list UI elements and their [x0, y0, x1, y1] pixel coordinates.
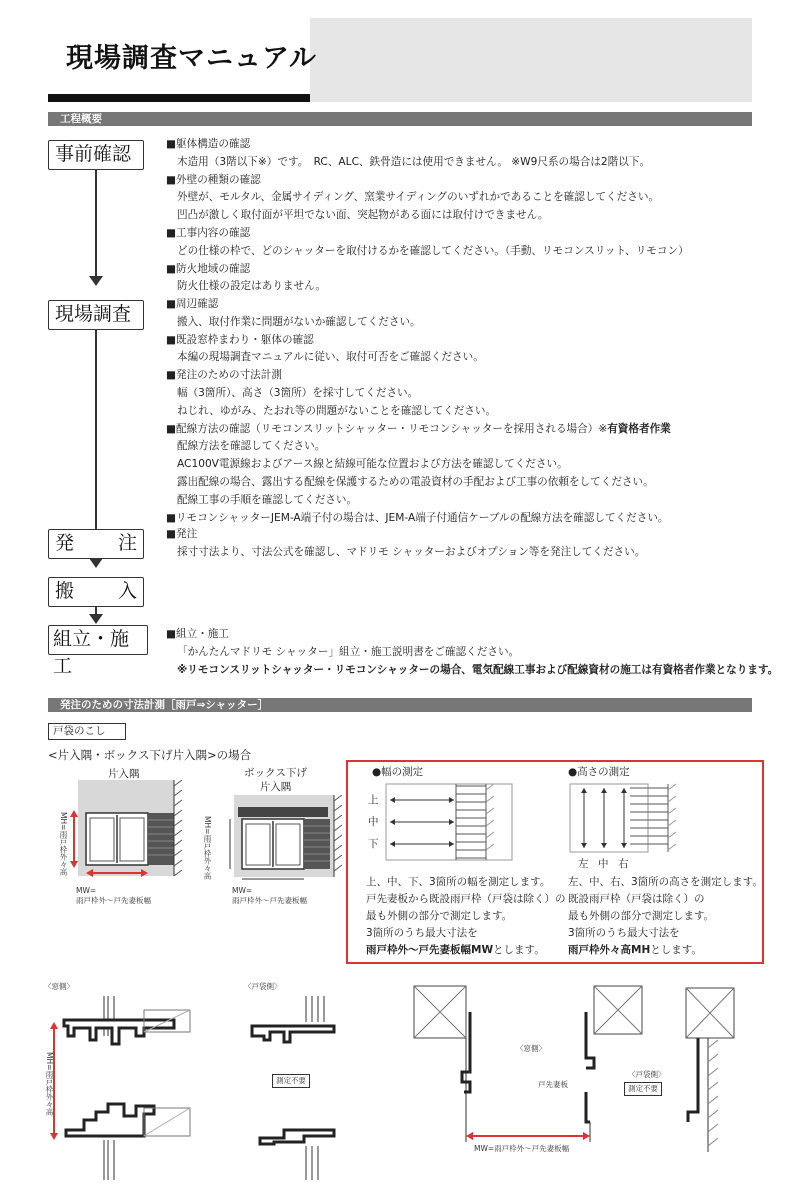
- mh-label-right: MH=雨戸枠外々高: [203, 816, 212, 880]
- arrowhead: [601, 788, 607, 793]
- label-madogawa: 〈窓側〉: [44, 982, 74, 991]
- mh-arrow-head-top: [50, 1022, 58, 1029]
- width-measure-text: [366, 874, 566, 959]
- case-subheading: <片入隅・ボックス下げ片入隅>の場合: [48, 748, 252, 762]
- mw-label-left: [76, 886, 151, 906]
- arrowhead: [581, 843, 587, 848]
- position-bottom: 下: [368, 838, 379, 850]
- step-hacchu: [48, 529, 144, 559]
- flow-line-2: [95, 330, 97, 558]
- text-line: ■防火地域の確認: [166, 262, 251, 275]
- width-measure-title: ●幅の測定: [372, 766, 424, 778]
- text-line: 露出配線の場合、露出する配線を保護するための電設資材の手配および工事の依頼をしてください。: [177, 475, 654, 488]
- diagram-right-title: [244, 766, 307, 794]
- step-label: 現場調査: [55, 303, 132, 325]
- text-line: 採寸寸法より、寸法公式を確認し、マドリモ シャッターおよびオプション等を発注してください。: [177, 545, 646, 558]
- mh-arrow-head-top: [70, 810, 78, 817]
- mh-arrow-head-bottom: [50, 1133, 58, 1140]
- kumitate-text: [166, 626, 778, 679]
- mh-label-left: MH=雨戸枠外々高: [59, 812, 68, 876]
- position-right: 右: [618, 858, 629, 870]
- step-kumitate-sekou: [48, 625, 148, 677]
- lower-rail-profile: [260, 1130, 334, 1144]
- text-line: 本編の現場調査マニュアルに従い、取付可否をご確認ください。: [177, 351, 484, 364]
- text-line: ねじれ、ゆがみ、たおれ等の問題がないことを確認してください。: [177, 404, 497, 417]
- arrowhead: [581, 788, 587, 793]
- lower-rail-profile: [66, 1104, 154, 1136]
- diagram-left-title: 片入隅: [108, 768, 140, 780]
- arrowhead: [449, 819, 454, 825]
- tobukuro-box: [148, 813, 174, 865]
- wall-hatch: [486, 784, 494, 850]
- step-label-char: 注: [117, 532, 137, 554]
- tag-tobukuro-nokoshi: 戸袋のこし: [48, 723, 126, 740]
- text-line-bold: 有資格者作業: [607, 422, 671, 435]
- step-label-char: 搬: [55, 580, 75, 602]
- tag-sokutei-fuyou: 測定不要: [272, 1074, 310, 1088]
- step-label: 事前確認: [55, 143, 132, 165]
- text-line: ■組立・施工: [166, 628, 229, 640]
- label-tosaki-tsumaita: 戸先妻板: [538, 1080, 568, 1089]
- step-jizen-kakunin: [48, 140, 144, 170]
- mw-label: MW=: [76, 886, 97, 895]
- tag-sokutei-fuyou-plan: 測定不要: [624, 1082, 662, 1096]
- flow-arrow-3: [89, 614, 103, 624]
- text-line: 搬入、取付作業に問題がないか確認してください。: [177, 315, 421, 328]
- text-line: ■躯体構造の確認: [166, 138, 251, 150]
- text-line: 「かんたんマドリモ シャッター」組立・施工説明書をご確認ください。: [177, 645, 520, 658]
- arrowhead: [449, 841, 454, 847]
- arrowhead: [621, 843, 627, 848]
- text-line: ■外壁の種類の確認: [166, 173, 261, 186]
- tobukuro-lines: [630, 784, 668, 852]
- arrowhead: [390, 819, 395, 825]
- wall-hatch: [708, 1040, 718, 1146]
- jizen-text: [166, 136, 689, 296]
- mw-arrow-head-right: [583, 1132, 590, 1140]
- text-line: ※リモコンスリットシャッター・リモコンシャッターの場合、電気配線工事および配線資材の施工は有資格者作業となります。: [177, 663, 779, 676]
- text-line: [166, 421, 671, 439]
- text-line: ■リモコンシャッターJEM-A端子付の場合は、JEM-A端子付通信ケーブルの配線方法を確認してください。: [166, 511, 669, 524]
- title-line: 片入隅: [259, 781, 292, 793]
- text-line: ■工事内容の確認: [166, 226, 251, 239]
- text-line: 既設雨戸枠（戸袋は除く）の: [568, 893, 705, 905]
- text-line: どの仕様の枠で、どのシャッターを取付けるかを確認してください。（手動、リモコンスリット、リモコン）: [177, 244, 689, 257]
- side-wall-hatch: [334, 795, 342, 871]
- step-label: 組立・施工: [53, 628, 130, 677]
- text-line: 防火仕様の設定はありません。: [177, 280, 326, 293]
- text-bold: 雨戸枠外々高MH: [568, 944, 651, 956]
- mw-sublabel: 雨戸枠外～戸先妻板幅: [76, 896, 151, 905]
- section-bar-overview: 工程概要: [48, 112, 752, 126]
- step-label-char: 入: [117, 580, 137, 602]
- height-measure-text: [568, 874, 763, 959]
- side-wall-hatch: [174, 780, 182, 876]
- page-title: 現場調査マニュアル: [66, 43, 317, 74]
- position-left: 左: [578, 858, 589, 870]
- flow-line-1: [95, 166, 97, 276]
- text-line-part: ■配線方法の確認（リモコンスリットシャッター・リモコンシャッターを採用される場合）※: [166, 422, 608, 435]
- text-line: [366, 942, 566, 959]
- text-line: 最も外側の部分で測定します。: [366, 910, 513, 922]
- header-underline: [48, 94, 310, 102]
- mw-sublabel: 雨戸枠外～戸先妻板幅: [232, 896, 307, 905]
- arrowhead: [390, 797, 395, 803]
- tosaki-profile: [586, 1092, 590, 1122]
- text-bold: 雨戸枠外～戸先妻板幅MW: [366, 944, 494, 956]
- hacchu-text: [166, 526, 645, 562]
- text-line: 上、中、下、3箇所の幅を測定します。: [366, 876, 551, 888]
- mw-arrow-head-left: [466, 1132, 473, 1140]
- mh-label-bottom: MH=雨戸枠外々高: [45, 1052, 54, 1116]
- arrowhead: [390, 841, 395, 847]
- title-line: ボックス下げ: [244, 767, 307, 779]
- text-line: 左、中、右、3箇所の高さを測定します。: [568, 876, 763, 888]
- window-rails: [306, 996, 324, 1180]
- text-line: 外壁が、モルタル、金属サイディング、窯業サイディングのいずれかであることを確認してください。: [177, 191, 660, 204]
- frame-profile-right: [688, 1038, 698, 1122]
- text-line: [568, 942, 763, 959]
- mh-arrow-head-bottom: [70, 861, 78, 868]
- tobukuro-lines: [456, 784, 486, 860]
- position-center: 中: [598, 858, 609, 870]
- text-line: 配線方法を確認してください。: [177, 440, 326, 453]
- shutter-box: [238, 807, 328, 817]
- mw-label: MW=: [232, 886, 253, 895]
- step-genba-chousa: [48, 300, 144, 330]
- mw-label-plan: MW=雨戸枠外～戸先妻板幅: [474, 1144, 570, 1153]
- mw-label-right: [232, 886, 307, 906]
- wall-hatch: [668, 784, 676, 850]
- text-line: 配線工事の手順を確認してください。: [177, 493, 358, 506]
- text-line: 凹凸が激しく取付面が平坦でない面、突起物がある面には取付けできません。: [177, 209, 549, 222]
- text-tail: とします。: [650, 944, 702, 956]
- label-madogawa-plan: 〈窓側〉: [516, 1044, 546, 1053]
- height-measure-title: ●高さの測定: [568, 766, 630, 778]
- label-tobukurogawa: 〈戸袋側〉: [244, 982, 282, 991]
- section-bar-measurement: 発注のための寸法計測［雨戸⇒シャッター］: [48, 698, 752, 712]
- frame-profile-center: [586, 1012, 594, 1068]
- frame-outline: [570, 784, 648, 852]
- step-hannyu: [48, 577, 144, 607]
- genba-text: [166, 296, 671, 527]
- text-line: ■発注のための寸法計測: [166, 369, 282, 382]
- upper-rail-profile: [252, 1026, 334, 1042]
- position-middle: 中: [368, 816, 379, 828]
- arrowhead: [621, 788, 627, 793]
- text-tail: とします。: [493, 944, 545, 956]
- text-line: 3箇所のうち最大寸法を: [366, 927, 478, 939]
- text-line: ■発注: [166, 528, 198, 540]
- text-line: AC100V電源線およびアース線と結線可能な位置および方法を確認してください。: [177, 458, 568, 471]
- section-diagram-madogawa: [44, 996, 204, 1180]
- width-measure-diagram: [360, 780, 540, 864]
- step-label-char: 発: [55, 532, 75, 554]
- text-line: 戸先妻板から既設雨戸枠（戸袋は除く）の: [366, 893, 566, 905]
- flow-arrow-2: [89, 558, 103, 568]
- position-top: 上: [368, 794, 379, 806]
- diagram-kata-irizumi: [56, 780, 196, 880]
- text-line: 木造用（3階以下※）です。 RC、ALC、鉄骨造には使用できません。 ※W9尺系の場合は2階以下。: [177, 155, 651, 168]
- text-line: 3箇所のうち最大寸法を: [568, 927, 680, 939]
- flow-arrow-1: [89, 276, 103, 286]
- arrowhead: [601, 843, 607, 848]
- height-measure-diagram: [566, 780, 686, 856]
- label-tobukurogawa-plan: 〈戸袋側〉: [628, 1070, 666, 1079]
- diagram-box-sage: [212, 795, 352, 885]
- arrowhead: [449, 797, 454, 803]
- text-line: 幅（3箇所）、高さ（3箇所）を採寸してください。: [177, 386, 419, 399]
- text-line: 最も外側の部分で測定します。: [568, 910, 715, 922]
- section-diagram-plan: [408, 982, 768, 1162]
- text-line: ■既設窓枠まわり・躯体の確認: [166, 333, 314, 346]
- text-line: ■周辺確認: [166, 298, 219, 310]
- section-diagram-tobukurogawa: [244, 996, 354, 1180]
